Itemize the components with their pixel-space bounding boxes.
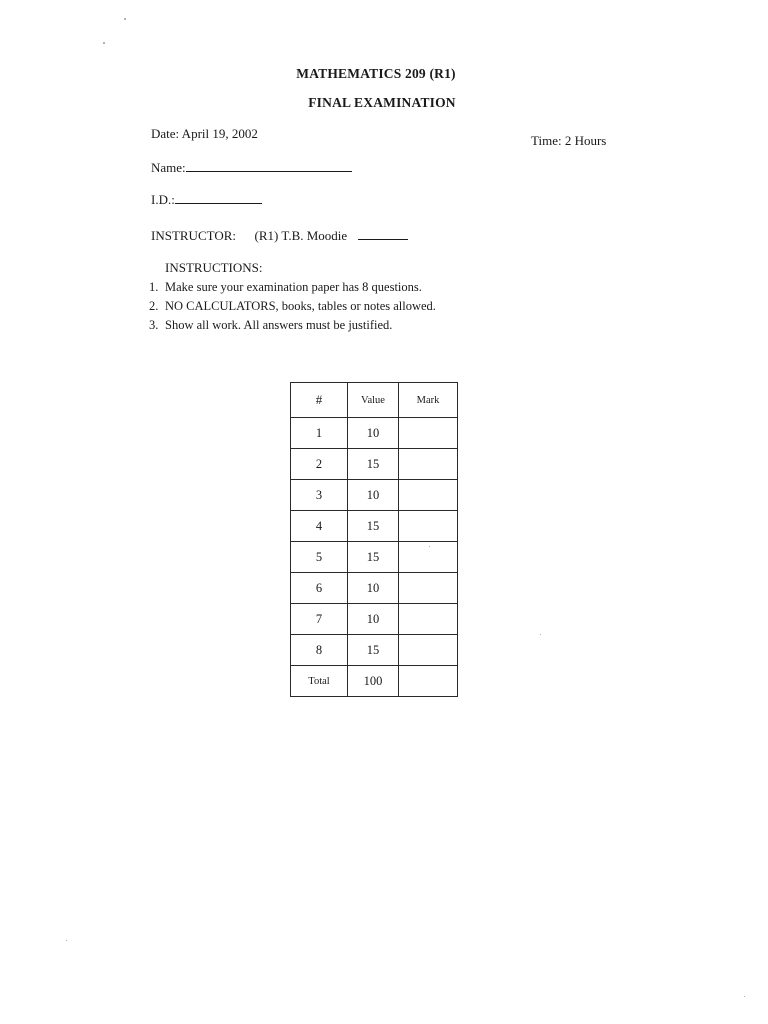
id-field [151, 192, 262, 208]
course-title: MATHEMATICS 209 (R1) [296, 66, 456, 81]
question-value: 10 [348, 604, 399, 635]
scan-speck [540, 634, 541, 635]
instruction-item: 3. Show all work. All answers must be justified. [149, 318, 393, 332]
table-total-row [291, 666, 458, 697]
table-row [291, 542, 458, 573]
table-row [291, 635, 458, 666]
question-mark [399, 511, 458, 542]
question-value: 10 [348, 418, 399, 449]
instructor-name: (R1) T.B. Moodie [254, 228, 348, 243]
question-value: 10 [348, 480, 399, 511]
exam-duration: Time: 2 Hours [531, 133, 607, 148]
instruction-item: 2. NO CALCULATORS, books, tables or notes allowed. [149, 299, 436, 313]
marks-table [290, 382, 458, 697]
question-number: 5 [291, 542, 348, 573]
question-mark [399, 542, 458, 573]
table-header-row [291, 383, 458, 418]
question-number: 6 [291, 573, 348, 604]
question-mark [399, 418, 458, 449]
question-number: 3 [291, 480, 348, 511]
total-mark [399, 666, 458, 697]
table-row [291, 480, 458, 511]
total-label: Total [291, 666, 348, 697]
question-number: 1 [291, 418, 348, 449]
question-value: 15 [348, 511, 399, 542]
scan-speck [66, 940, 67, 941]
question-number: 8 [291, 635, 348, 666]
exam-date: Date: April 19, 2002 [151, 126, 258, 141]
question-mark [399, 449, 458, 480]
question-number: 2 [291, 449, 348, 480]
instructor-label: INSTRUCTOR: [151, 228, 236, 243]
scan-speck [124, 18, 126, 20]
header-question-number: # [291, 383, 348, 418]
question-mark [399, 635, 458, 666]
name-label: Name: [151, 160, 186, 175]
table-row [291, 418, 458, 449]
exam-title: FINAL EXAMINATION [308, 95, 456, 110]
question-mark [399, 573, 458, 604]
question-value: 15 [348, 449, 399, 480]
total-value: 100 [348, 666, 399, 697]
id-label: I.D.: [151, 192, 175, 207]
question-value: 10 [348, 573, 399, 604]
instructions-list [149, 280, 436, 337]
table-row [291, 449, 458, 480]
id-blank-line [175, 193, 262, 204]
scan-speck [103, 42, 105, 44]
table-row [291, 511, 458, 542]
name-field [151, 160, 352, 176]
instructor-field [151, 228, 408, 244]
question-value: 15 [348, 542, 399, 573]
scan-speck [429, 546, 430, 547]
question-mark [399, 604, 458, 635]
table-row [291, 573, 458, 604]
scan-speck [744, 996, 745, 997]
instructions-heading: INSTRUCTIONS: [165, 260, 263, 275]
name-blank-line [186, 161, 352, 172]
question-number: 4 [291, 511, 348, 542]
instruction-item: 1. Make sure your examination paper has 8 questions. [149, 280, 422, 294]
table-row [291, 604, 458, 635]
instructor-initial-line [358, 235, 408, 240]
question-value: 15 [348, 635, 399, 666]
question-mark [399, 480, 458, 511]
header-value: Value [348, 383, 399, 418]
header-mark: Mark [399, 383, 458, 418]
question-number: 7 [291, 604, 348, 635]
